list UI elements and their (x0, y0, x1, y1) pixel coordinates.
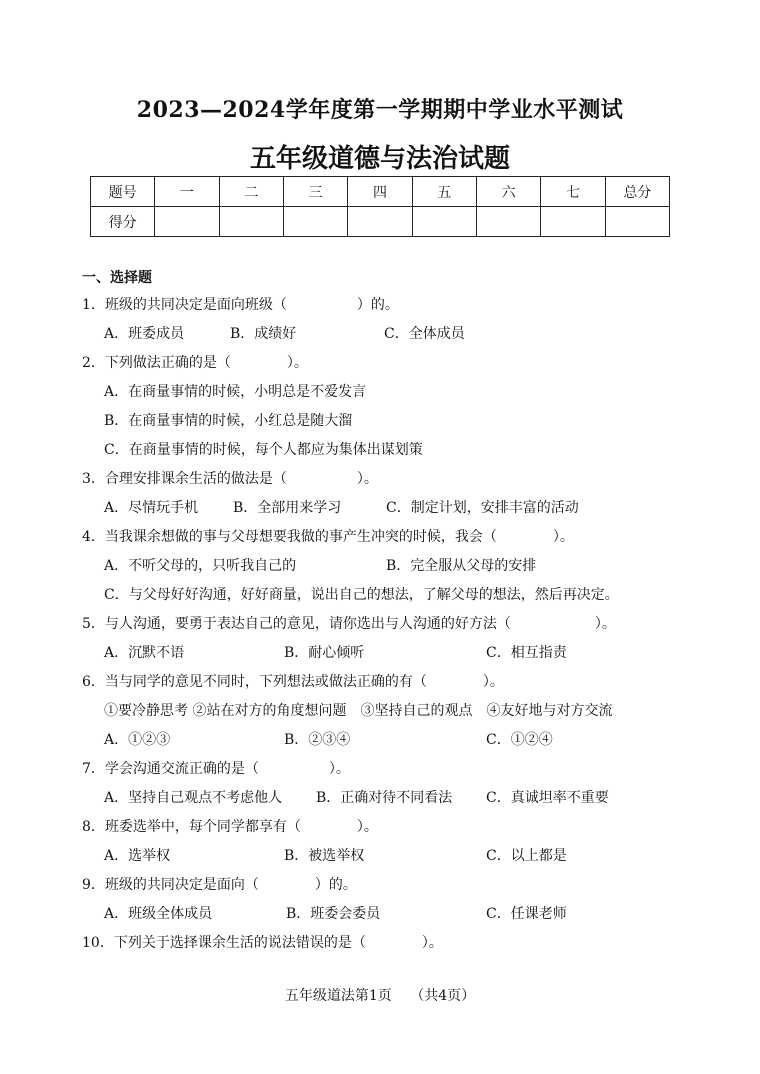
question-7: 7．学会沟通交流正确的是（ ）。 (82, 761, 350, 777)
option: A．不听父母的，只听我自己的 (104, 558, 297, 574)
score-input-cell[interactable] (541, 207, 605, 237)
score-cell: 六 (476, 177, 540, 207)
option: B．完全服从父母的安排 (386, 558, 537, 574)
score-cell: 二 (219, 177, 283, 207)
score-cell: 题号 (91, 177, 155, 207)
score-input-cell[interactable] (348, 207, 412, 237)
score-input-cell[interactable] (605, 207, 669, 237)
question-1: 1．班级的共同决定是面向班级（ ）的。 (82, 297, 399, 313)
section-heading: 一、选择题 (82, 270, 152, 286)
option: B．全部用来学习 (233, 500, 342, 516)
score-cell: 一 (155, 177, 219, 207)
score-table-score-row (91, 207, 670, 237)
option: B．成绩好 (230, 326, 297, 342)
score-cell: 得分 (91, 207, 155, 237)
option: C．①②④ (486, 732, 553, 748)
option: A．选举权 (104, 848, 171, 864)
option: A．尽情玩手机 (104, 500, 199, 516)
option: A．沉默不语 (104, 645, 185, 661)
option: A．坚持自己观点不考虑他人 (104, 790, 283, 806)
page-footer: 五年级道法第1页 （共4页） (284, 988, 476, 1004)
score-cell: 三 (283, 177, 347, 207)
option: C．相互指责 (486, 645, 567, 661)
option: C．与父母好好沟通，好好商量，说出自己的想法，了解父母的想法，然后再决定。 (104, 587, 619, 603)
option: A．班委成员 (104, 326, 185, 342)
option: C．任课老师 (486, 906, 567, 922)
option: C．真诚坦率不重要 (486, 790, 609, 806)
score-cell: 七 (541, 177, 605, 207)
option: B．在商量事情的时候，小红总是随大溜 (104, 413, 353, 429)
option: B．耐心倾听 (284, 645, 365, 661)
option: B．②③④ (284, 732, 351, 748)
question-8: 8．班委选举中，每个同学都享有（ ）。 (82, 819, 378, 835)
question-5: 5．与人沟通，要勇于表达自己的意见，请你选出与人沟通的好方法（ ）。 (82, 616, 616, 632)
question-9: 9．班级的共同决定是面向（ ）的。 (82, 877, 357, 893)
option: B．正确对待不同看法 (316, 790, 453, 806)
score-input-cell[interactable] (412, 207, 476, 237)
score-cell: 五 (412, 177, 476, 207)
question-6-items: ①要冷静思考 ②站在对方的角度想问题 ③坚持自己的观点 ④友好地与对方交流 (104, 703, 613, 719)
question-6: 6．当与同学的意见不同时，下列想法或做法正确的有（ ）。 (82, 674, 504, 690)
option: C．全体成员 (384, 326, 465, 342)
question-2: 2．下列做法正确的是（ ）。 (82, 355, 308, 371)
exam-title: 2023—2024学年度第一学期期中学业水平测试 (136, 97, 624, 123)
option: A．班级全体成员 (104, 906, 213, 922)
option: B．被选举权 (284, 848, 365, 864)
score-cell: 总分 (605, 177, 669, 207)
option: C．制定计划，安排丰富的活动 (386, 500, 579, 516)
question-4: 4．当我课余想做的事与父母想要我做的事产生冲突的时候，我会（ ）。 (82, 529, 574, 545)
option: B．班委会委员 (286, 906, 381, 922)
option: A．①②③ (104, 732, 171, 748)
score-table-header-row (91, 177, 670, 207)
option: C．在商量事情的时候，每个人都应为集体出谋划策 (104, 442, 423, 458)
question-10: 10．下列关于选择课余生活的说法错误的是（ ）。 (82, 935, 443, 951)
score-cell: 四 (348, 177, 412, 207)
score-input-cell[interactable] (476, 207, 540, 237)
score-input-cell[interactable] (283, 207, 347, 237)
score-table (90, 176, 670, 237)
score-input-cell[interactable] (155, 207, 219, 237)
option: C．以上都是 (486, 848, 567, 864)
option: A．在商量事情的时候，小明总是不爱发言 (104, 384, 367, 400)
score-input-cell[interactable] (219, 207, 283, 237)
question-3: 3．合理安排课余生活的做法是（ ）。 (82, 471, 378, 487)
exam-subtitle: 五年级道德与法治试题 (249, 144, 510, 174)
